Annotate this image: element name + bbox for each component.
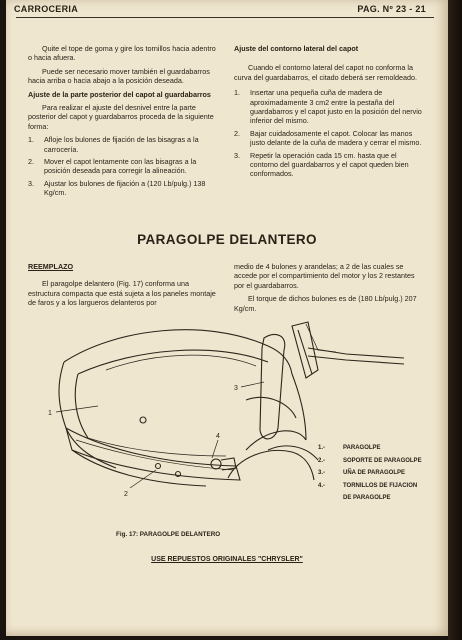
legend-label: PARAGOLPE (343, 445, 381, 451)
legend-row (318, 442, 422, 455)
rear-step-2 (28, 157, 218, 176)
legend-number: 4.- (318, 482, 326, 489)
rear-step-1 (28, 135, 218, 154)
manual-page (6, 0, 448, 636)
rear-step-3 (28, 179, 218, 198)
page-number: PAG. Nº 23 - 21 (357, 4, 426, 14)
right-column (234, 44, 426, 182)
callout-4: 4 (216, 433, 220, 440)
lateral-step-3 (234, 151, 426, 179)
rear-adjust-heading: Ajuste de la parte posterior del capot al guardabarros (28, 89, 211, 99)
replacement-paragraph-cont: medio de 4 bulones y arandelas; a 2 de las cuales se accede por el compartimiento del motor y los 2 restantes por el guardabarros. (234, 262, 415, 290)
legend-label: SOPORTE DE PARAGOLPE (343, 457, 422, 464)
lateral-step-1 (234, 88, 426, 126)
page-edge-shadow (448, 0, 462, 640)
legend-label: UÑA DE PARAGOLPE (343, 470, 406, 476)
step-number: 3. (28, 178, 34, 188)
callout-2: 2 (124, 491, 128, 498)
figure-caption: Fig. 17: PARAGOLPE DELANTERO (116, 531, 221, 538)
step-number: 3. (234, 150, 240, 160)
left-column (28, 44, 218, 201)
legend-number (318, 492, 343, 505)
step-text: Bajar cuidadosamente el capot. Colocar las manos justo delante de la cuña de madera y cerrar el mismo. (250, 128, 422, 148)
step-text: Mover el capot lentamente con las bisagras a la posición deseada para corregir la alineación. (44, 157, 197, 176)
lateral-adjust-heading: Ajuste del contorno lateral del capot (234, 44, 359, 53)
step-text: Afloje los bulones de fijación de las bisagras a la carrocería. (44, 135, 199, 154)
step-text: Repetir la operación cada 15 cm. hasta que el contorno del guardabarros y el capot queden bien conformados. (250, 150, 409, 179)
step-number: 1. (234, 88, 240, 98)
rear-steps-list (28, 135, 218, 197)
intro-paragraph-2: Puede ser necesario mover también el guardabarros hacia arriba o hacia abajo a la posición deseada. (28, 66, 210, 86)
replacement-heading: REEMPLAZO (28, 262, 74, 271)
legend-row (318, 480, 422, 493)
lateral-adjust-intro: Cuando el contorno lateral del capot no conforma la curva del guardabarros, el citado deberá ser remoldeado. (234, 63, 417, 82)
legend-row (318, 492, 422, 505)
step-number: 1. (28, 135, 34, 145)
legend-label: DE PARAGOLPE (343, 495, 391, 501)
step-number: 2. (234, 128, 240, 138)
torque-paragraph: El torque de dichos bulones es de (180 Lb/pulg.) 207 Kg/cm. (234, 294, 417, 313)
step-text: Ajustar los bulones de fijación a (120 Lb/pulg.) 138 Kg/cm. (44, 178, 206, 198)
footer-note: USE REPUESTOS ORIGINALES "CHRYSLER" (151, 556, 303, 563)
intro-paragraph-1: Quite el tope de goma y gire los tornillos hacia adentro o hacia afuera. (28, 44, 216, 63)
legend-number: 2.- (318, 457, 326, 464)
legend-row (318, 467, 422, 480)
header-rule (16, 17, 434, 18)
section-header: CARROCERIA (14, 4, 79, 14)
replacement-paragraph: El paragolpe delantero (Fig. 17) conforma una estructura compacta que está sujeta a los paneles montaje de faros y a los largueros delanteros por (28, 279, 216, 308)
rear-adjust-intro: Para realizar el ajuste del desnivel entre la parte posterior del capot y guardabarros proceda de la siguiente forma: (28, 103, 214, 131)
section-title: PARAGOLPE DELANTERO (137, 232, 317, 247)
lateral-steps-list (234, 88, 426, 179)
legend-row (318, 455, 422, 468)
legend-number: 1.- (318, 445, 326, 451)
legend-number: 3.- (318, 470, 326, 476)
lateral-step-2 (234, 129, 426, 148)
callout-3: 3 (234, 385, 238, 392)
legend-label: TORNILLOS DE FIJACION (343, 482, 418, 489)
step-text: Insertar una pequeña cuña de madera de aproximadamente 3 cm2 entre la pestaña del guardabarros y el capot justo en la posición del nervio inferior del mismo. (250, 88, 422, 126)
figure-legend (318, 442, 422, 505)
step-number: 2. (28, 157, 34, 167)
callout-1: 1 (48, 410, 52, 417)
